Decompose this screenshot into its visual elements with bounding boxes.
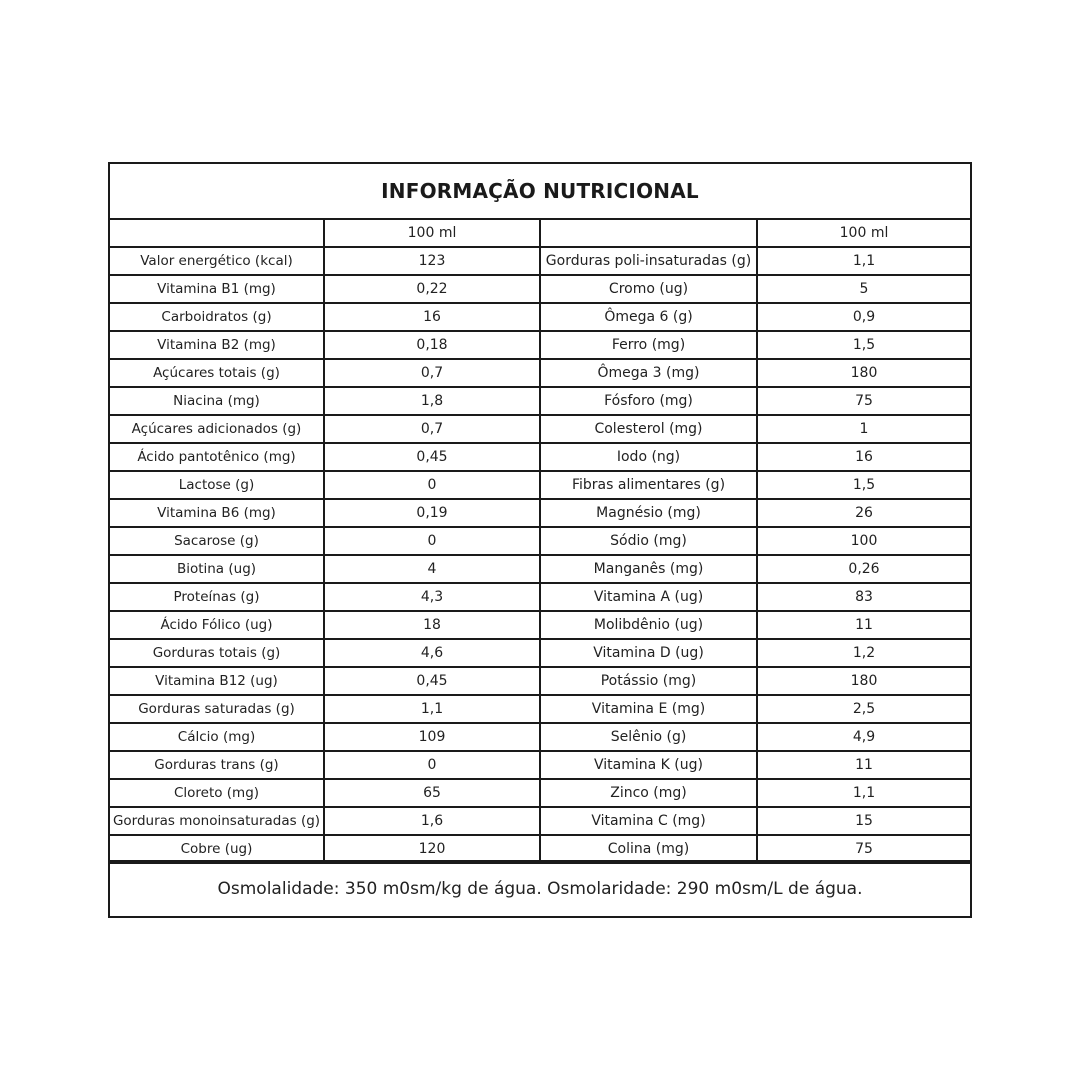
nutrient-value: 180 — [850, 673, 878, 689]
nutrient-label: Cloreto (mg) — [110, 780, 325, 806]
nutrient-value: 0,7 — [325, 416, 541, 442]
nutrient-value: 15 — [855, 813, 873, 829]
table-row — [110, 360, 970, 388]
nutrient-value: 4,6 — [325, 640, 541, 666]
nutrient-value: 123 — [325, 248, 541, 274]
osmolality-note: Osmolalidade: 350 m0sm/kg de água. Osmolaridade: 290 m0sm/L de água. — [110, 860, 970, 916]
header-cell-label-right — [541, 220, 758, 246]
table-row — [110, 500, 970, 528]
table-row — [110, 304, 970, 332]
nutrient-label: Vitamina B1 (mg) — [110, 276, 325, 302]
nutrient-value: 83 — [855, 589, 873, 605]
nutrient-label: Niacina (mg) — [110, 388, 325, 414]
table-row — [110, 556, 970, 584]
table-row — [110, 472, 970, 500]
nutrition-grid — [110, 220, 970, 864]
nutrient-value: 11 — [855, 617, 873, 633]
header-cell-label-left — [110, 220, 325, 246]
table-row — [110, 612, 970, 640]
nutrient-label: Vitamina B6 (mg) — [110, 500, 325, 526]
nutrient-label: Gorduras poli-insaturadas (g) — [541, 248, 758, 274]
nutrient-value: 75 — [855, 393, 873, 409]
nutrient-label: Molibdênio (ug) — [541, 612, 758, 638]
nutrient-value: 1,1 — [325, 696, 541, 722]
nutrient-value: 100 — [850, 533, 878, 549]
nutrient-label: Proteínas (g) — [110, 584, 325, 610]
nutrient-value: 0 — [325, 472, 541, 498]
nutrient-value: 1,1 — [852, 253, 876, 269]
table-row — [110, 808, 970, 836]
table-row — [110, 724, 970, 752]
table-row — [110, 332, 970, 360]
nutrient-label: Zinco (mg) — [541, 780, 758, 806]
nutrient-value: 0,45 — [325, 444, 541, 470]
nutrient-value: 0,7 — [325, 360, 541, 386]
table-row — [110, 444, 970, 472]
nutrient-value: 1,5 — [852, 337, 876, 353]
nutrient-value: 0,19 — [325, 500, 541, 526]
nutrient-value: 2,5 — [852, 701, 876, 717]
nutrient-value: 1 — [859, 421, 869, 437]
nutrient-label: Cromo (ug) — [541, 276, 758, 302]
nutrient-label: Ácido pantotênico (mg) — [110, 444, 325, 470]
nutrient-label: Fibras alimentares (g) — [541, 472, 758, 498]
nutrient-label: Fósforo (mg) — [541, 388, 758, 414]
nutrient-label: Vitamina C (mg) — [541, 808, 758, 834]
nutrient-label: Ácido Fólico (ug) — [110, 612, 325, 638]
nutrient-label: Vitamina E (mg) — [541, 696, 758, 722]
nutrient-value: 0,26 — [848, 561, 880, 577]
table-row — [110, 696, 970, 724]
table-row — [110, 276, 970, 304]
nutrient-value: 0,9 — [852, 309, 876, 325]
nutrient-value: 26 — [855, 505, 873, 521]
nutrient-label: Vitamina K (ug) — [541, 752, 758, 778]
nutrient-value: 180 — [850, 365, 878, 381]
nutrient-label: Colesterol (mg) — [541, 416, 758, 442]
nutrient-label: Gorduras saturadas (g) — [110, 696, 325, 722]
nutrient-label: Biotina (ug) — [110, 556, 325, 582]
nutrient-value: 109 — [325, 724, 541, 750]
nutrient-value: 0 — [325, 752, 541, 778]
nutrient-value: 11 — [855, 757, 873, 773]
nutrient-label: Manganês (mg) — [541, 556, 758, 582]
nutrient-label: Vitamina B2 (mg) — [110, 332, 325, 358]
nutrient-label: Sacarose (g) — [110, 528, 325, 554]
nutrient-label: Gorduras trans (g) — [110, 752, 325, 778]
nutrient-label: Valor energético (kcal) — [110, 248, 325, 274]
nutrient-value: 75 — [855, 841, 873, 857]
nutrient-value: 1,6 — [325, 808, 541, 834]
nutrient-label: Lactose (g) — [110, 472, 325, 498]
nutrient-label: Vitamina A (ug) — [541, 584, 758, 610]
table-row — [110, 248, 970, 276]
table-row — [110, 780, 970, 808]
nutrient-value: 0,18 — [325, 332, 541, 358]
nutrient-value: 1,2 — [852, 645, 876, 661]
nutrient-label: Colina (mg) — [541, 836, 758, 862]
table-title: INFORMAÇÃO NUTRICIONAL — [110, 164, 970, 220]
nutrient-value: 0 — [325, 528, 541, 554]
nutrient-label: Açúcares adicionados (g) — [110, 416, 325, 442]
nutrient-label: Açúcares totais (g) — [110, 360, 325, 386]
table-row — [110, 752, 970, 780]
nutrient-value: 16 — [325, 304, 541, 330]
nutrition-table — [108, 162, 972, 918]
nutrient-value: 4,9 — [852, 729, 876, 745]
nutrient-label: Potássio (mg) — [541, 668, 758, 694]
nutrient-label: Cobre (ug) — [110, 836, 325, 862]
nutrient-label: Ferro (mg) — [541, 332, 758, 358]
nutrient-value: 5 — [859, 281, 869, 297]
nutrient-label: Gorduras totais (g) — [110, 640, 325, 666]
nutrient-label: Vitamina D (ug) — [541, 640, 758, 666]
nutrient-label: Cálcio (mg) — [110, 724, 325, 750]
nutrient-value: 0,22 — [325, 276, 541, 302]
header-cell-unit-left: 100 ml — [325, 220, 541, 246]
nutrient-value: 4 — [325, 556, 541, 582]
nutrient-value: 65 — [325, 780, 541, 806]
table-row — [110, 528, 970, 556]
nutrient-value: 120 — [325, 836, 541, 862]
table-row — [110, 640, 970, 668]
table-row — [110, 416, 970, 444]
nutrient-label: Carboidratos (g) — [110, 304, 325, 330]
table-row — [110, 584, 970, 612]
header-cell-unit-right: 100 ml — [839, 225, 889, 241]
header-row — [110, 220, 970, 248]
nutrient-value: 0,45 — [325, 668, 541, 694]
table-row — [110, 388, 970, 416]
nutrient-label: Ômega 6 (g) — [541, 304, 758, 330]
nutrient-value: 16 — [855, 449, 873, 465]
nutrient-value: 1,5 — [852, 477, 876, 493]
table-row — [110, 668, 970, 696]
nutrient-value: 1,8 — [325, 388, 541, 414]
nutrient-label: Gorduras monoinsaturadas (g) — [110, 808, 325, 834]
nutrient-label: Vitamina B12 (ug) — [110, 668, 325, 694]
nutrient-value: 1,1 — [852, 785, 876, 801]
nutrient-label: Ômega 3 (mg) — [541, 360, 758, 386]
nutrient-value: 4,3 — [325, 584, 541, 610]
nutrient-value: 18 — [325, 612, 541, 638]
nutrient-label: Iodo (ng) — [541, 444, 758, 470]
nutrient-label: Selênio (g) — [541, 724, 758, 750]
nutrient-label: Sódio (mg) — [541, 528, 758, 554]
nutrient-label: Magnésio (mg) — [541, 500, 758, 526]
